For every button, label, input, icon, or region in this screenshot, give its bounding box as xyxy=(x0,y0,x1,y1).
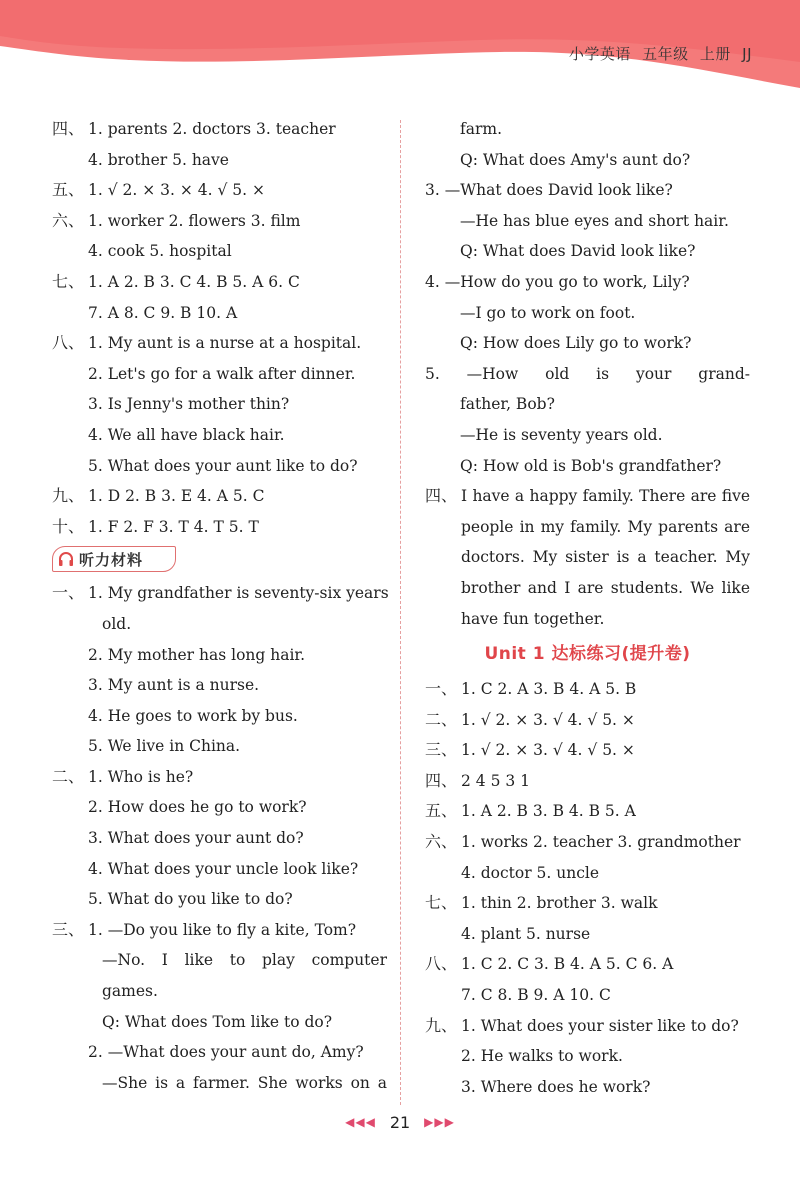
answer-text: 2. He walks to work. xyxy=(461,1047,623,1066)
section-marker: 九、 xyxy=(425,1015,458,1035)
answer-line xyxy=(52,884,387,915)
section-marker: 九、 xyxy=(52,486,85,506)
answer-line xyxy=(52,359,387,390)
answer-line xyxy=(425,298,750,329)
answer-text: 1. √ 2. × 3. √ 4. √ 5. × xyxy=(461,710,635,729)
answer-line xyxy=(425,919,750,950)
answer-line xyxy=(425,1011,750,1042)
section-marker: 七、 xyxy=(52,271,85,291)
answer-line xyxy=(52,298,387,329)
answer-line xyxy=(52,854,387,885)
section-marker: 一、 xyxy=(52,583,85,603)
answer-line xyxy=(52,670,387,701)
answer-text: people in my family. My parents are xyxy=(461,517,750,536)
section-marker: 八、 xyxy=(52,333,85,353)
answer-text: 1. D 2. B 3. E 4. A 5. C xyxy=(88,487,265,506)
answer-text: 1. —Do you like to fly a kite, Tom? xyxy=(88,920,357,939)
answer-line xyxy=(425,1041,750,1072)
section-marker: 五、 xyxy=(425,801,458,821)
answer-text: —He has blue eyes and short hair. xyxy=(460,211,729,230)
answer-text: 1. thin 2. brother 3. walk xyxy=(461,894,658,913)
answer-text: 1. My aunt is a nurse at a hospital. xyxy=(88,334,362,353)
answer-line xyxy=(425,705,750,736)
answer-line xyxy=(425,175,750,206)
answer-text: 3. Is Jenny's mother thin? xyxy=(88,395,290,414)
answer-line xyxy=(425,542,750,573)
page-number: 21 xyxy=(389,1112,411,1132)
section-marker: 八、 xyxy=(425,954,458,974)
page-footer xyxy=(0,1110,800,1134)
answer-text: 4. brother 5. have xyxy=(88,150,229,169)
section-marker: 七、 xyxy=(425,893,458,913)
answer-text: 1. F 2. F 3. T 4. T 5. T xyxy=(88,517,259,536)
answer-text: 3. Where does he work? xyxy=(461,1077,651,1096)
answer-text: 5. What do you like to do? xyxy=(88,890,293,909)
section-marker: 四、 xyxy=(52,119,85,138)
answer-text: 2. My mother has long hair. xyxy=(88,645,306,664)
answer-line xyxy=(52,481,387,512)
answer-line xyxy=(425,735,750,766)
answer-line xyxy=(425,858,750,889)
answer-line xyxy=(52,945,387,976)
answer-text: 4. We all have black hair. xyxy=(88,425,285,444)
answer-line xyxy=(52,792,387,823)
column-divider xyxy=(400,120,401,1105)
answer-text: Q: What does Tom like to do? xyxy=(102,1012,333,1031)
answer-line xyxy=(425,420,750,451)
right-arrows-icon: ▶▶▶ xyxy=(424,1115,455,1129)
answer-text: —I go to work on foot. xyxy=(460,303,636,322)
answer-line xyxy=(52,915,387,946)
answer-text: 1. √ 2. × 3. √ 4. √ 5. × xyxy=(461,741,635,760)
answer-text: 2. How does he go to work? xyxy=(88,798,307,817)
section-marker: 一、 xyxy=(425,679,458,699)
answer-line xyxy=(52,389,387,420)
answer-line xyxy=(52,267,387,298)
answer-text: 7. C 8. B 9. A 10. C xyxy=(461,986,611,1005)
answer-line xyxy=(52,976,387,1007)
answer-text: 1. parents 2. doctors 3. teacher xyxy=(88,120,336,138)
left-arrows-icon: ◀◀◀ xyxy=(345,1115,376,1129)
answer-text: —No. I like to play computer xyxy=(102,951,387,970)
answer-line xyxy=(425,512,750,543)
left-column xyxy=(52,114,387,1098)
answer-text: 7. A 8. C 9. B 10. A xyxy=(88,303,238,322)
answer-line xyxy=(52,609,387,640)
answer-line xyxy=(52,701,387,732)
answer-text: 5. What does your aunt like to do? xyxy=(88,456,358,475)
answer-text: 5. We live in China. xyxy=(88,737,241,756)
answer-line xyxy=(52,512,387,543)
answer-text: —He is seventy years old. xyxy=(460,425,663,444)
answer-text: I have a happy family. There are five xyxy=(461,487,750,506)
answer-text: 2. Let's go for a walk after dinner. xyxy=(88,364,356,383)
listening-section-header xyxy=(52,542,387,578)
answer-line xyxy=(52,823,387,854)
answer-text: Q: What does Amy's aunt do? xyxy=(460,150,691,169)
answer-line xyxy=(52,451,387,482)
answer-text: 1. works 2. teacher 3. grandmother xyxy=(461,833,741,852)
listening-title: 听力材料 xyxy=(79,550,144,569)
section-marker: 三、 xyxy=(52,919,85,939)
answer-text: 3. My aunt is a nurse. xyxy=(88,676,260,695)
answer-text: 4. What does your uncle look like? xyxy=(88,859,359,878)
answer-text: 2. —What does your aunt do, Amy? xyxy=(88,1043,364,1062)
answer-line xyxy=(425,573,750,604)
answer-text: have fun together. xyxy=(461,609,605,628)
answer-text: Q: How does Lily go to work? xyxy=(460,334,692,353)
answer-text: 1. A 2. B 3. B 4. B 5. A xyxy=(461,802,636,821)
answer-line xyxy=(52,420,387,451)
answer-text: 1. worker 2. flowers 3. film xyxy=(88,211,301,230)
answer-line xyxy=(425,888,750,919)
answer-text: 2 4 5 3 1 xyxy=(461,771,531,790)
answer-text: 1. Who is he? xyxy=(88,767,194,786)
answer-line xyxy=(425,114,750,145)
answer-line xyxy=(52,114,387,145)
answer-line xyxy=(425,766,750,797)
answer-text: 1. C 2. A 3. B 4. A 5. B xyxy=(461,680,637,699)
answer-line xyxy=(52,175,387,206)
answer-line xyxy=(425,389,750,420)
section-marker: 二、 xyxy=(425,709,458,729)
section-marker: 六、 xyxy=(52,210,85,230)
answer-text: 4. doctor 5. uncle xyxy=(461,863,600,882)
answer-line xyxy=(425,206,750,237)
answer-text: 4. He goes to work by bus. xyxy=(88,706,298,725)
answer-line xyxy=(425,1072,750,1103)
answer-text: brother and I are students. We like xyxy=(461,578,750,597)
answer-line xyxy=(425,236,750,267)
answer-text: 5. —How old is your grand- xyxy=(425,364,750,383)
answer-text: 1. My grandfather is seventy-six years xyxy=(88,584,389,603)
answer-text: 3. What does your aunt do? xyxy=(88,829,304,848)
answer-line xyxy=(425,145,750,176)
section-marker: 四、 xyxy=(425,770,458,790)
section-marker: 五、 xyxy=(52,180,85,200)
answer-line xyxy=(425,827,750,858)
answer-text: games. xyxy=(102,982,158,1001)
answer-line xyxy=(425,481,750,512)
answer-line xyxy=(425,267,750,298)
answer-line xyxy=(425,674,750,705)
answer-line xyxy=(52,1068,387,1099)
answer-text: 1. √ 2. × 3. × 4. √ 5. × xyxy=(88,181,266,200)
answer-line xyxy=(52,578,387,609)
answer-line xyxy=(52,762,387,793)
right-column xyxy=(425,114,750,1102)
answer-line xyxy=(52,640,387,671)
answer-line xyxy=(52,1037,387,1068)
answer-text: doctors. My sister is a teacher. My xyxy=(461,548,750,567)
answer-line xyxy=(425,451,750,482)
section-marker: 十、 xyxy=(52,516,85,536)
answer-text: 1. What does your sister like to do? xyxy=(461,1016,739,1035)
section-marker: 二、 xyxy=(52,766,85,786)
answer-line xyxy=(52,236,387,267)
unit-title: Unit 1 达标练习(提升卷) xyxy=(484,644,691,665)
answer-text: 4. cook 5. hospital xyxy=(88,242,232,261)
answer-text: father, Bob? xyxy=(460,395,555,414)
answer-text: 3. —What does David look like? xyxy=(425,181,673,200)
section-marker: 三、 xyxy=(425,740,458,760)
header-title: 小学英语 五年级 上册 JJ xyxy=(568,45,752,63)
answer-line xyxy=(425,359,750,390)
answer-line xyxy=(425,604,750,635)
answer-text: 4. —How do you go to work, Lily? xyxy=(425,272,690,291)
answer-line xyxy=(425,796,750,827)
listening-badge xyxy=(52,546,176,572)
answer-line xyxy=(52,145,387,176)
section-marker: 四、 xyxy=(425,486,458,506)
answer-line xyxy=(52,328,387,359)
answer-line xyxy=(425,980,750,1011)
answer-text: old. xyxy=(102,614,132,633)
headphones-icon xyxy=(53,547,79,571)
section-marker: 六、 xyxy=(425,832,458,852)
answer-text: 1. A 2. B 3. C 4. B 5. A 6. C xyxy=(88,272,300,291)
answer-line xyxy=(425,328,750,359)
answer-line xyxy=(52,1007,387,1038)
answer-text: Q: What does David look like? xyxy=(460,242,696,261)
answer-line xyxy=(52,206,387,237)
answer-text: 1. C 2. C 3. B 4. A 5. C 6. A xyxy=(461,955,674,974)
answer-line xyxy=(425,949,750,980)
answer-text: Q: How old is Bob's grandfather? xyxy=(460,456,722,475)
answer-text: farm. xyxy=(460,120,503,138)
answer-text: 4. plant 5. nurse xyxy=(461,924,591,943)
answer-text: —She is a farmer. She works on a xyxy=(102,1073,387,1092)
answer-line xyxy=(52,731,387,762)
